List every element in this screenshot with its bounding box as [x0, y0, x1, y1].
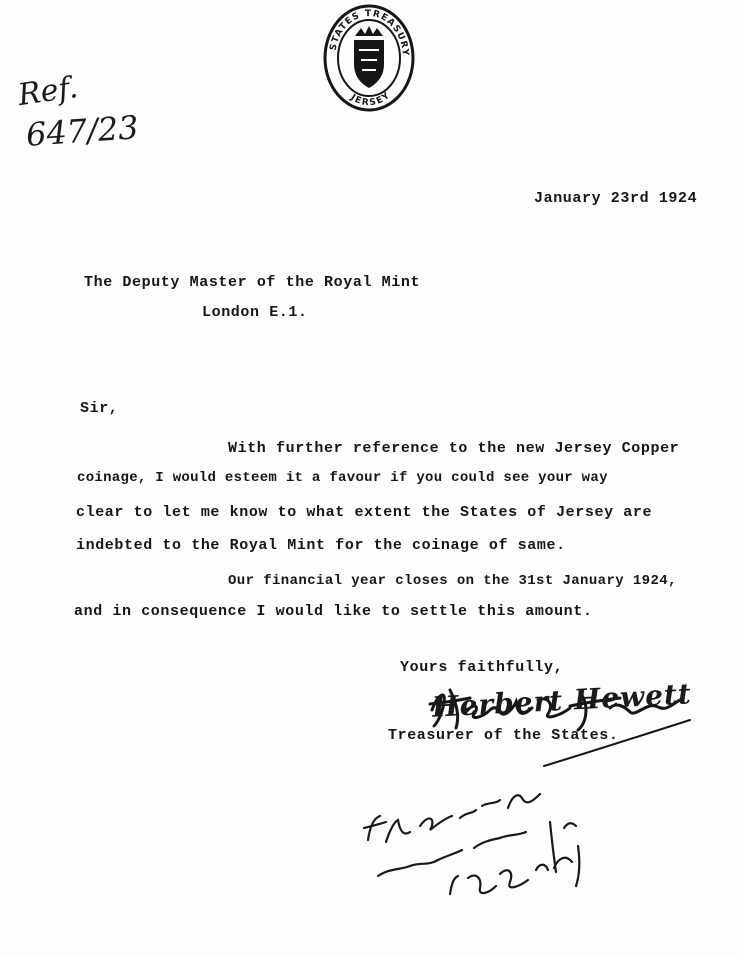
closing: Yours faithfully, [400, 659, 564, 676]
svg-text:STATES TREASURY: STATES TREASURY [328, 8, 411, 58]
body-line: clear to let me know to what extent the States of Jersey are [76, 504, 653, 521]
signature-text: Herbert Hewett [431, 677, 693, 724]
letter-date: January 23rd 1924 [534, 190, 698, 207]
signatory-title: Treasurer of the States. [388, 727, 619, 744]
body-line: indebted to the Royal Mint for the coinage of same. [76, 537, 566, 554]
body-line: Our financial year closes on the 31st January 1924, [228, 573, 677, 589]
svg-text:JERSEY: JERSEY [348, 90, 394, 109]
addressee-line-1: The Deputy Master of the Royal Mint [84, 274, 421, 291]
addressee-line-2: London E.1. [202, 304, 308, 321]
states-treasury-seal [321, 2, 417, 114]
body-line: and in consequence I would like to settle this amount. [74, 603, 593, 620]
handwritten-annotation [350, 782, 610, 912]
shield-crest-icon [354, 26, 384, 88]
body-line: coinage, I would esteem it a favour if you could see your way [77, 470, 608, 486]
salutation: Sir, [80, 400, 119, 417]
body-line: With further reference to the new Jersey Copper [228, 440, 680, 457]
reference-note: Ref. [15, 70, 81, 113]
reference-number: 647/23 [24, 108, 140, 154]
